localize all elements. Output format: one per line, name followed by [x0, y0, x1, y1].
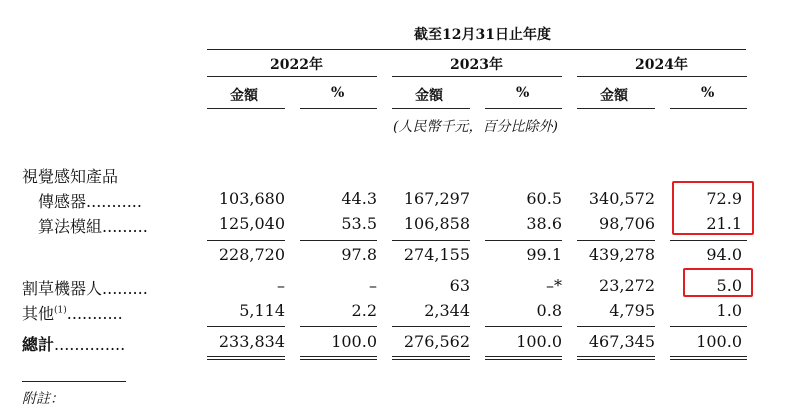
- row-label-text: 其他: [22, 304, 55, 323]
- amount-header-2022: 金額: [230, 88, 258, 104]
- total-rule-5: [577, 326, 655, 327]
- cell-2023-percent: 38.6: [526, 214, 562, 233]
- cell-2023-percent: 60.5: [526, 189, 562, 208]
- row-leader-dots: ..............: [54, 335, 126, 354]
- cell-2023-percent: 99.1: [526, 245, 562, 264]
- period-underline: [207, 49, 746, 50]
- cell-2024-percent: 72.9: [706, 189, 742, 208]
- cell-2022-amount: 228,720: [218, 245, 285, 264]
- row-label-text: 算法模組: [38, 217, 103, 236]
- subtotal-rule-1: [207, 240, 285, 241]
- row-leader-dots: .........: [102, 217, 148, 236]
- section-title: 視覺感知產品: [22, 167, 119, 186]
- total-rule-1: [207, 326, 285, 327]
- cell-2022-percent: –: [369, 276, 377, 295]
- highlight-box-sensor-algo: [672, 181, 754, 235]
- double-rule-top-6: [670, 356, 747, 357]
- period-title: 截至12月31日止年度: [414, 27, 551, 43]
- total-rule-4: [485, 326, 562, 327]
- cell-2023-amount: 167,297: [403, 189, 470, 208]
- col-underline-3: [392, 108, 470, 109]
- cell-2022-amount: 233,834: [218, 332, 285, 351]
- year-2023: 2023年: [450, 57, 503, 73]
- total-rule-3: [392, 326, 470, 327]
- year-2024: 2024年: [635, 57, 688, 73]
- row-label: [22, 332, 125, 355]
- cell-2022-amount: 103,680: [218, 189, 285, 208]
- cell-2024-percent: 100.0: [696, 332, 742, 351]
- year-underline-2022: [207, 76, 377, 77]
- year-2022: 2022年: [270, 57, 323, 73]
- cell-2023-amount: 2,344: [424, 301, 470, 320]
- cell-2023-amount: 274,155: [403, 245, 470, 264]
- double-rule-bottom-1: [207, 359, 285, 360]
- cell-2022-percent: 97.8: [341, 245, 377, 264]
- cell-2024-amount: 467,345: [588, 332, 655, 351]
- cell-2024-amount: 4,795: [609, 301, 655, 320]
- cell-2022-amount: 5,114: [239, 301, 285, 320]
- row-label-text: 割草機器人: [22, 279, 103, 298]
- col-underline-1: [207, 108, 285, 109]
- amount-header-2024: 金額: [600, 88, 628, 104]
- cell-2024-percent: 21.1: [706, 214, 742, 233]
- cell-2024-amount: 439,278: [588, 245, 655, 264]
- cell-2023-percent: 0.8: [536, 301, 562, 320]
- cell-2024-amount: 23,272: [599, 276, 655, 295]
- row-leader-dots: .........: [102, 279, 148, 298]
- col-underline-4: [485, 108, 562, 109]
- subtotal-rule-5: [577, 240, 655, 241]
- percent-header-2023: %: [516, 85, 530, 101]
- cell-2024-amount: 98,706: [599, 214, 655, 233]
- double-rule-bottom-2: [300, 359, 377, 360]
- cell-2023-amount: 276,562: [403, 332, 470, 351]
- footnote-label: 附註：: [22, 391, 64, 407]
- row-leader-dots: ...........: [66, 304, 123, 323]
- row-label-text: 總計: [22, 335, 55, 354]
- double-rule-top-3: [392, 356, 470, 357]
- double-rule-top-5: [577, 356, 655, 357]
- cell-2024-percent: 1.0: [716, 301, 742, 320]
- total-rule-2: [300, 326, 377, 327]
- row-label: [22, 276, 148, 299]
- cell-2024-percent: 94.0: [706, 245, 742, 264]
- row-label: [38, 214, 148, 237]
- highlight-box-mower: [683, 268, 753, 297]
- cell-2023-amount: 63: [449, 276, 470, 295]
- cell-2023-percent: –*: [546, 276, 562, 295]
- cell-2022-percent: 44.3: [341, 189, 377, 208]
- cell-2022-amount: 125,040: [218, 214, 285, 233]
- double-rule-bottom-6: [670, 359, 747, 360]
- year-underline-2023: [392, 76, 562, 77]
- cell-2024-percent: 5.0: [716, 276, 742, 295]
- cell-2022-amount: –: [277, 276, 285, 295]
- unit-note: (人民幣千元，百分比除外): [393, 119, 558, 135]
- double-rule-top-2: [300, 356, 377, 357]
- double-rule-bottom-3: [392, 359, 470, 360]
- double-rule-top-4: [485, 356, 562, 357]
- footnote-marker: (1): [54, 305, 67, 316]
- total-rule-6: [670, 326, 747, 327]
- subtotal-rule-2: [300, 240, 377, 241]
- double-rule-bottom-4: [485, 359, 562, 360]
- row-label: [38, 189, 142, 212]
- amount-header-2023: 金額: [415, 88, 443, 104]
- row-label-text: 傳感器: [38, 192, 87, 211]
- row-label: [22, 301, 123, 324]
- cell-2023-amount: 106,858: [403, 214, 470, 233]
- percent-header-2022: %: [331, 85, 345, 101]
- col-underline-5: [577, 108, 655, 109]
- subtotal-rule-6: [670, 240, 747, 241]
- footnote-rule: [22, 381, 126, 382]
- cell-2024-amount: 340,572: [588, 189, 655, 208]
- col-underline-2: [300, 108, 377, 109]
- cell-2022-percent: 2.2: [351, 301, 377, 320]
- subtotal-rule-4: [485, 240, 562, 241]
- double-rule-bottom-5: [577, 359, 655, 360]
- double-rule-top-1: [207, 356, 285, 357]
- cell-2022-percent: 100.0: [331, 332, 377, 351]
- cell-2023-percent: 100.0: [516, 332, 562, 351]
- subtotal-rule-3: [392, 240, 470, 241]
- col-underline-6: [670, 108, 747, 109]
- year-underline-2024: [577, 76, 747, 77]
- percent-header-2024: %: [701, 85, 715, 101]
- row-leader-dots: ...........: [86, 192, 142, 211]
- cell-2022-percent: 53.5: [341, 214, 377, 233]
